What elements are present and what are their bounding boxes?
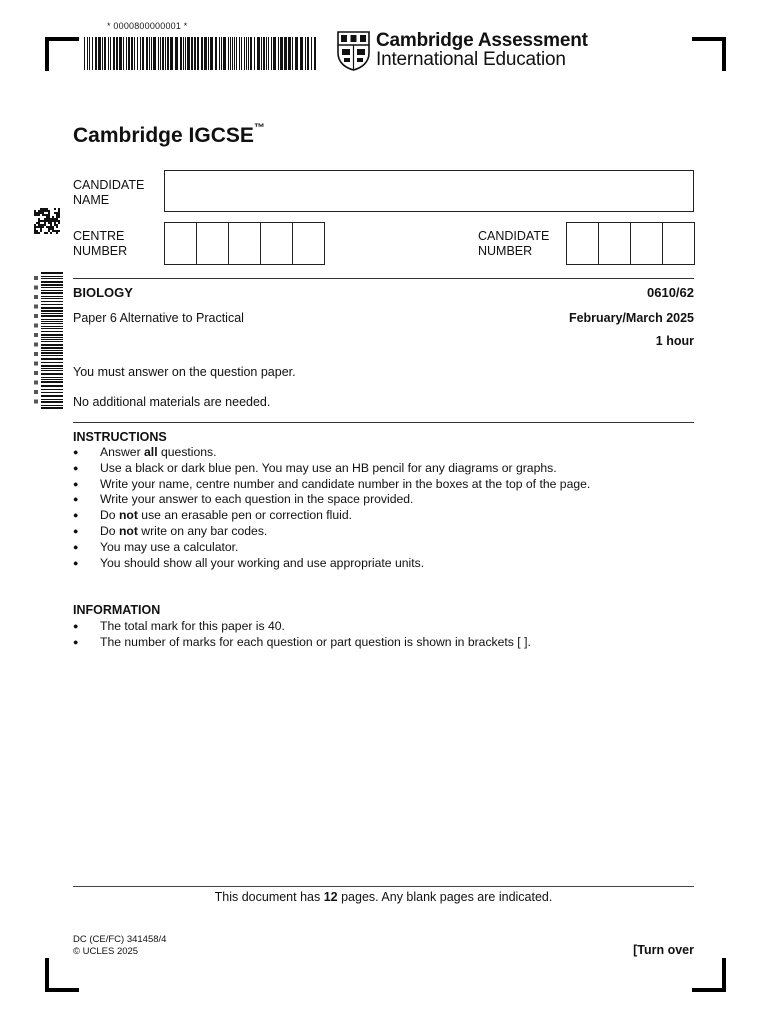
barcode-top <box>84 37 316 70</box>
answer-note: You must answer on the question paper. <box>73 365 296 379</box>
qualification-name: Cambridge IGCSE <box>73 124 254 147</box>
candidate-number-digit-box[interactable] <box>567 223 599 264</box>
trademark-symbol: ™ <box>253 122 265 134</box>
candidate-number-digit-box[interactable] <box>631 223 663 264</box>
instruction-item: ● Use a black or dark blue pen. You may use an HB pencil for any diagrams or graphs. <box>73 461 694 477</box>
information-heading: INFORMATION <box>73 603 161 617</box>
candidate-name-label: CANDIDATE NAME <box>73 178 145 207</box>
centre-number-digit-box[interactable] <box>261 223 293 264</box>
instruction-item: ● Write your answer to each question in the space provided. <box>73 492 694 508</box>
logo-line-1: Cambridge Assessment <box>376 30 588 51</box>
cambridge-shield-icon <box>337 31 370 71</box>
registration-mark-bottom-right <box>692 958 726 992</box>
exam-session: February/March 2025 <box>568 311 694 325</box>
subject: BIOLOGY <box>73 285 133 300</box>
candidate-number-field[interactable] <box>566 222 695 265</box>
qr-code <box>34 208 60 234</box>
instruction-item: ● Write your name, centre number and candidate number in the boxes at the top of the page. <box>73 477 694 493</box>
registration-mark-top-left <box>45 37 79 71</box>
candidate-name-field[interactable] <box>164 170 694 212</box>
instruction-item: ● You may use a calculator. <box>73 540 694 556</box>
centre-number-digit-box[interactable] <box>229 223 261 264</box>
information-item: ● The total mark for this paper is 40. <box>73 619 694 635</box>
centre-number-label: CENTRE NUMBER <box>73 229 128 258</box>
instructions-list <box>73 445 694 571</box>
barcode-side <box>33 272 63 409</box>
centre-number-field[interactable] <box>164 222 325 265</box>
instruction-item: ● Do not write on any bar codes. <box>73 524 694 540</box>
barcode-caption: * 0000800000001 * <box>107 21 188 31</box>
qualification-title <box>73 124 265 148</box>
instructions-heading: INSTRUCTIONS <box>73 430 167 444</box>
instruction-item: ● Do not use an erasable pen or correction fluid. <box>73 508 694 524</box>
candidate-number-digit-box[interactable] <box>599 223 631 264</box>
centre-number-digit-box[interactable] <box>293 223 324 264</box>
duration: 1 hour <box>655 334 694 348</box>
candidate-number-digit-box[interactable] <box>663 223 694 264</box>
registration-mark-top-right <box>692 37 726 71</box>
instruction-item: ● You should show all your working and use appropriate units. <box>73 556 694 572</box>
materials-note: No additional materials are needed. <box>73 395 271 409</box>
paper-title: Paper 6 Alternative to Practical <box>73 311 244 325</box>
information-item: ● The number of marks for each question or part question is shown in brackets [ ]. <box>73 635 694 651</box>
information-list <box>73 619 694 651</box>
footer-reference <box>73 934 166 958</box>
registration-mark-bottom-left <box>45 958 79 992</box>
logo-text <box>376 31 588 69</box>
logo-line-2: International Education <box>376 49 566 70</box>
turn-over-label: [Turn over <box>633 943 694 957</box>
centre-number-digit-box[interactable] <box>197 223 229 264</box>
divider <box>73 422 694 423</box>
divider <box>73 278 694 279</box>
copyright: © UCLES 2025 <box>73 946 139 957</box>
document-reference: DC (CE/FC) 341458/4 <box>73 934 167 945</box>
centre-number-digit-box[interactable] <box>165 223 197 264</box>
candidate-number-label: CANDIDATE NUMBER <box>478 229 550 258</box>
page-count-note: This document has 12 pages. Any blank pages are indicated. <box>214 890 553 904</box>
footer-divider <box>73 886 694 887</box>
instruction-item: ● Answer all questions. <box>73 445 694 461</box>
paper-code: 0610/62 <box>647 285 694 300</box>
